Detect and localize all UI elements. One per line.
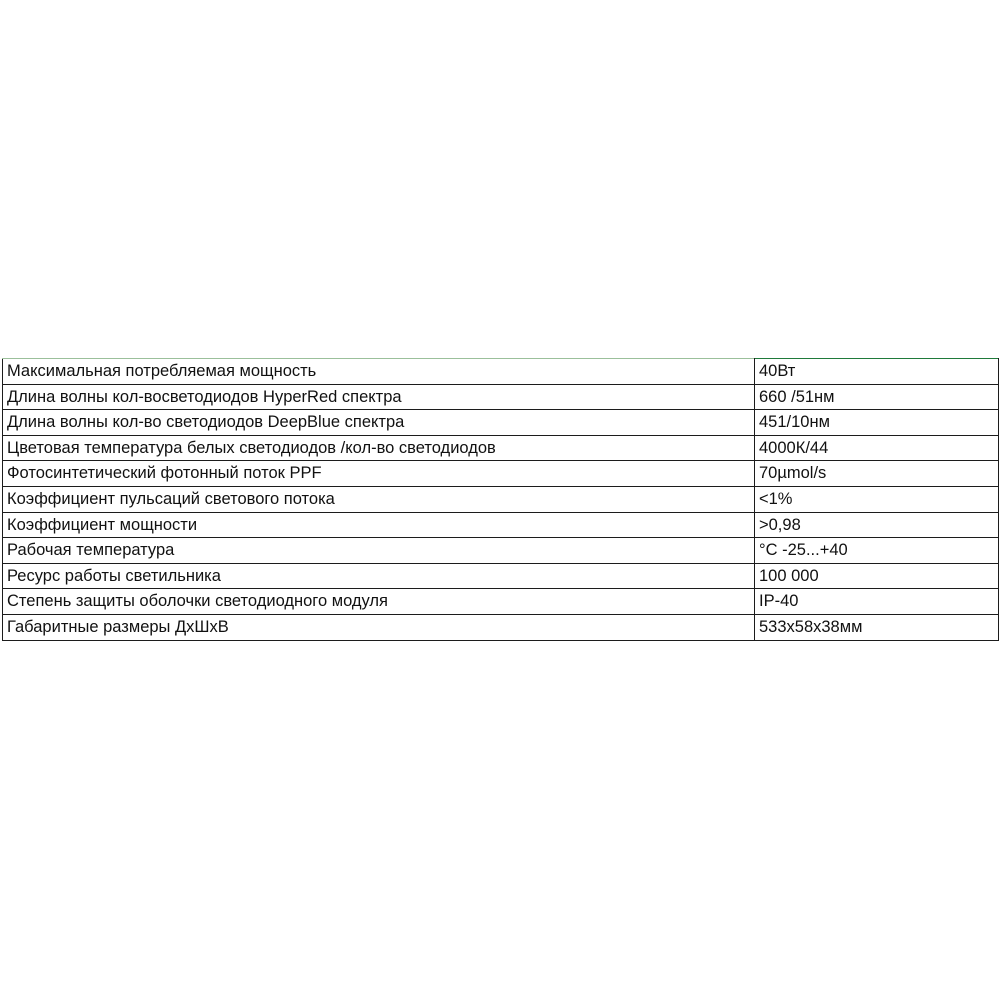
table-row [3,486,999,512]
param-cell[interactable]: Длина волны кол-во светодиодов DeepBlue спектра [3,410,755,436]
table-row [3,538,999,564]
table-row [3,435,999,461]
param-cell[interactable]: Габаритные размеры ДхШхВ [3,614,755,640]
param-cell[interactable]: Длина волны кол-восветодиодов HyperRed спектра [3,384,755,410]
spec-sheet [2,358,998,641]
table-row [3,589,999,615]
value-cell[interactable]: 70µmol/s [755,461,999,487]
table-row [3,563,999,589]
value-cell[interactable]: 100 000 [755,563,999,589]
param-cell[interactable]: Коэффициент пульсаций светового потока [3,486,755,512]
table-row [3,384,999,410]
param-cell[interactable]: Рабочая температура [3,538,755,564]
table-row [3,359,999,385]
table-row [3,614,999,640]
value-cell[interactable]: >0,98 [755,512,999,538]
value-cell[interactable]: IP-40 [755,589,999,615]
table-row [3,410,999,436]
value-cell[interactable]: 451/10нм [755,410,999,436]
value-cell[interactable]: °С -25...+40 [755,538,999,564]
value-cell[interactable]: <1% [755,486,999,512]
param-cell[interactable]: Степень защиты оболочки светодиодного модуля [3,589,755,615]
spec-table [2,358,999,641]
param-cell[interactable]: Фотосинтетический фотонный поток PPF [3,461,755,487]
value-cell[interactable]: 533х58х38мм [755,614,999,640]
param-cell[interactable]: Максимальная потребляемая мощность [3,359,755,385]
param-cell[interactable]: Коэффициент мощности [3,512,755,538]
value-cell[interactable]: 660 /51нм [755,384,999,410]
table-row [3,512,999,538]
table-row [3,461,999,487]
param-cell[interactable]: Ресурс работы светильника [3,563,755,589]
param-cell[interactable]: Цветовая температура белых светодиодов /кол-во светодиодов [3,435,755,461]
value-cell[interactable]: 4000К/44 [755,435,999,461]
value-cell[interactable]: 40Вт [755,359,999,385]
